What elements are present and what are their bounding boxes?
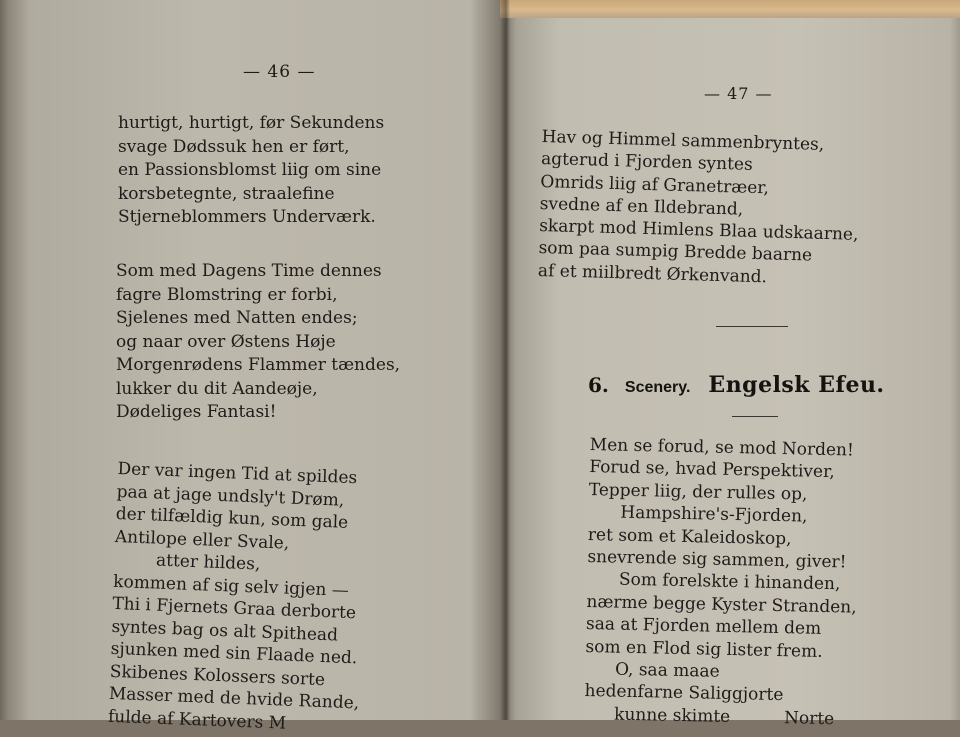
- poem-line: saa at Fjorden mellem dem: [585, 614, 822, 640]
- poem-line: Morgenrødens Flammer tændes,: [116, 355, 401, 375]
- poem-line: Norte: [783, 708, 835, 730]
- poem-line: agterud i Fjorden syntes: [540, 149, 754, 176]
- poem-line: paa at jage undsly't Drøm,: [116, 481, 345, 511]
- poem-stanza: [116, 260, 400, 425]
- poem-line: syntes bag os alt Spithead: [111, 616, 339, 646]
- poem-line: kommen af sig selv igjen —: [112, 571, 350, 601]
- section-title: Engelsk Efeu.: [708, 372, 885, 398]
- poem-line: kunne skimte: [613, 704, 731, 727]
- poem-line: atter hildes,: [155, 550, 261, 575]
- poem-line: lukker du dit Aandeøje,: [116, 378, 318, 399]
- poem-line: Som med Dagens Time dennes: [116, 261, 382, 281]
- poem-stanza: [108, 458, 369, 737]
- right-page: [506, 0, 960, 730]
- poem-line: svage Dødssuk hen er ført,: [118, 136, 350, 157]
- poem-line: Masser med de hvide Rande,: [108, 683, 360, 714]
- page-number-right: — 47 —: [704, 84, 773, 103]
- section-number: 6.: [588, 373, 609, 397]
- poem-line: hurtigt, hurtigt, før Sekundens: [118, 113, 385, 133]
- poem-line: nærme begge Kyster Stranden,: [586, 591, 857, 618]
- poem-line: Hav og Himmel sammenbryntes,: [541, 126, 825, 155]
- poem-line: og naar over Østens Høje: [116, 331, 336, 352]
- poem-line: fulde af Kartovers M: [107, 706, 287, 734]
- heading-underline: [732, 416, 778, 417]
- poem-line: Der var ingen Tid at spildes: [117, 458, 358, 489]
- poem-stanza: [118, 112, 384, 230]
- poem-line: Tepper liig, der rulles op,: [588, 479, 808, 505]
- poem-line: Thi i Fjernets Graa derborte: [112, 593, 357, 624]
- poem-line: snevrende sig sammen, giver!: [587, 547, 847, 573]
- poem-line: fagre Blomstring er forbi,: [116, 284, 338, 305]
- poem-line: Men se forud, se mod Norden!: [589, 434, 855, 461]
- poem-line: Som forelskte i hinanden,: [618, 570, 841, 595]
- poem-line: Hampshire's-Fjorden,: [620, 502, 808, 527]
- poem-stanza: [538, 126, 862, 291]
- poem-line: en Passionsblomst liig om sine: [118, 160, 382, 180]
- poem-line: O, saa maae: [614, 659, 720, 682]
- poem-line: ret som et Kaleidoskop,: [587, 524, 792, 549]
- poem-line: Stjerneblommers Underværk.: [118, 207, 376, 227]
- poem-line: Antilope eller Svale,: [114, 526, 290, 554]
- poem-line: der tilfældig kun, som gale: [115, 503, 349, 533]
- poem-line: som paa sumpig Bredde baarne: [538, 238, 813, 267]
- poem-line: af et miilbredt Ørkenvand.: [537, 260, 768, 288]
- poem-line: Skibenes Kolossers sorte: [109, 661, 326, 690]
- page-number-left: — 46 —: [243, 62, 316, 82]
- section-divider: [716, 326, 788, 327]
- poem-line: Dødeliges Fantasi!: [116, 402, 277, 422]
- section-heading: [588, 372, 885, 398]
- poem-line: som en Flod sig lister frem.: [585, 636, 823, 662]
- poem-line: hedenfarne Saliggjorte: [584, 681, 784, 706]
- section-label: Scenery.: [624, 379, 691, 396]
- poem-line: skarpt mod Himlens Blaa udskaarne,: [538, 216, 859, 246]
- poem-line: Omrids liig af Granetræer,: [540, 171, 770, 198]
- poem-line: svedne af en Ildebrand,: [539, 193, 744, 220]
- poem-line: Sjelenes med Natten endes;: [116, 308, 358, 328]
- poem-stanza: [584, 434, 860, 731]
- poem-line: Forud se, hvad Perspektiver,: [589, 457, 835, 483]
- poem-line: sjunken med sin Flaade ned.: [110, 638, 358, 669]
- poem-line: korsbetegnte, straalefine: [118, 183, 335, 204]
